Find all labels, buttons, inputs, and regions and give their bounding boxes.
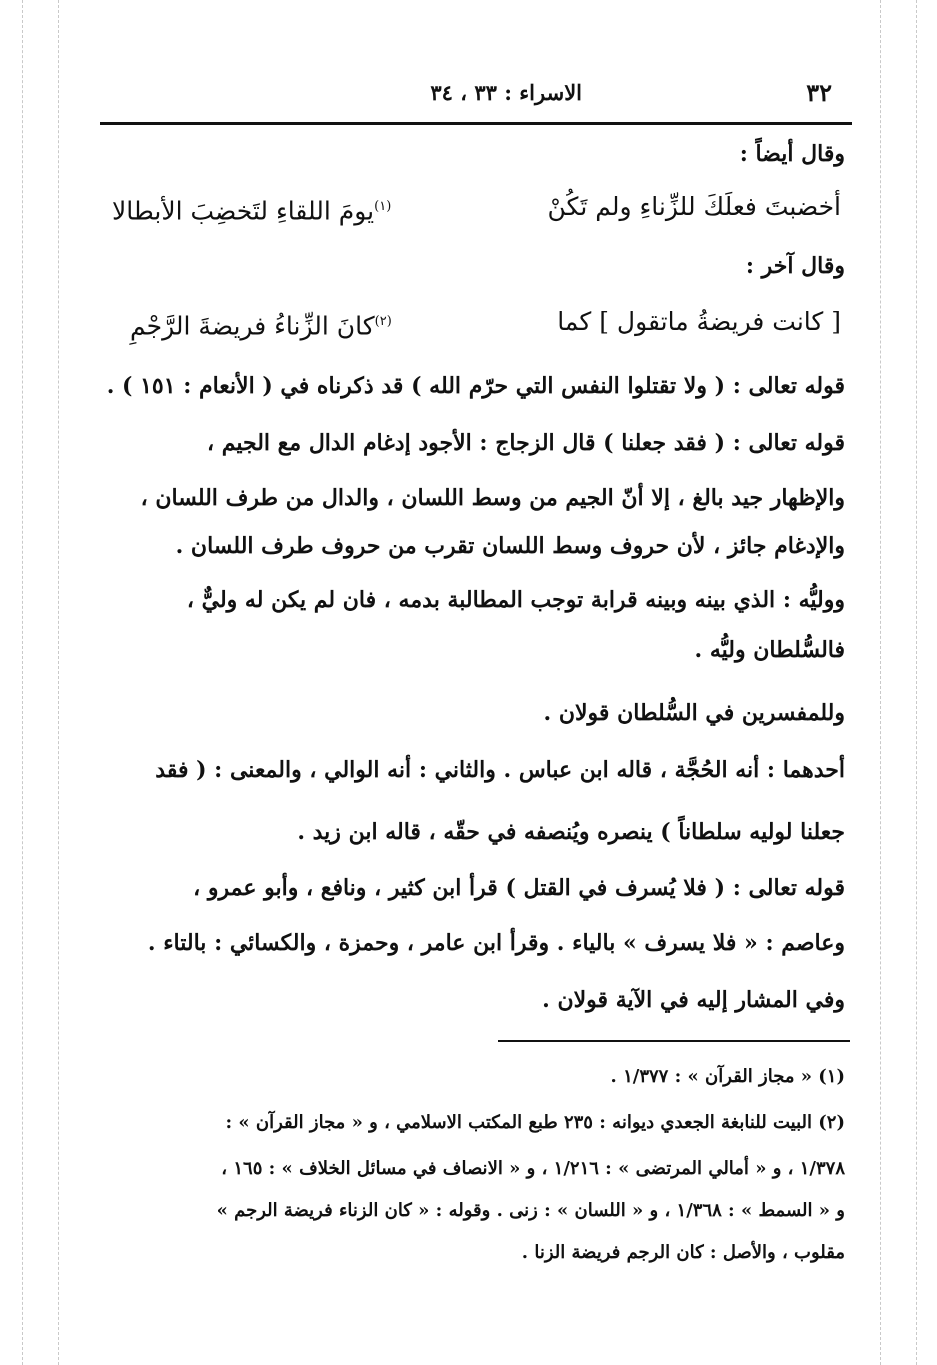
footnote-line: ١/٣٧٨ ، و « أمالي المرتضى » : ١/٢١٦ ، و « الانصاف في مسائل الخلاف » : ١٦٥ ، [221, 1158, 845, 1179]
text-line [193, 872, 845, 904]
commentary-text: ( فلا يُسرف في القتل ) قرأ ابن كثير ، ونافع ، وأبو عمرو ، [193, 875, 726, 901]
text-line: والإدغام جائز ، لأن حروف وسط اللسان تقرب من حروف طرف اللسان . [175, 533, 845, 559]
footnote-rule [498, 1040, 850, 1042]
text-line: والإظهار جيد بالغ ، إلا أنّ الجيم من وسط اللسان ، والدال من طرف اللسان ، [140, 485, 845, 511]
commentary-lead: قوله تعالى : [732, 430, 845, 456]
footnote-line: (١) « مجاز القرآن » : ١/٣٧٧ . [610, 1066, 845, 1087]
page-header [100, 78, 832, 114]
verse-hemistich-left [112, 190, 391, 228]
text-line: وقال آخر : [745, 253, 845, 279]
footnote-line: مقلوب ، والأصل : كان الرجم فريضة الزنا . [521, 1242, 845, 1263]
commentary-text: ( ولا تقتلوا النفس التي حرّم الله ) قد ذكرناه في ( الأنعام : ١٥١ ) . [106, 373, 726, 399]
text-line [207, 427, 845, 459]
text-line: فالسُّلطان وليُّه . [694, 637, 845, 663]
footnote-line: (٢) البيت للنابغة الجعدي ديوانه : ٢٣٥ طبع المكتب الاسلامي ، و « مجاز القرآن » : [225, 1112, 845, 1133]
footnote-ref: (٢) [374, 314, 392, 329]
verse-hemistich-right: أخضبتَ فعلَكَ للزِّناءِ ولم تَكُنْ [547, 192, 841, 221]
verse-hemistich-left-text: يومَ اللقاءِ لتَخضِبَ الأبطالا [112, 196, 375, 226]
text-line [107, 370, 845, 402]
commentary-lead: قوله تعالى : [732, 875, 845, 901]
text-line: وللمفسرين في السُّلطان قولان . [543, 700, 845, 726]
text-line: ووليُّه : الذي بينه وبينه قرابة توجب المطالبة بدمه ، فان لم يكن له وليٌّ ، [186, 587, 845, 613]
verse-hemistich-left-text: كانَ الزِّناءُ فريضةَ الرَّجْمِ [130, 311, 375, 341]
commentary-text: ( فقد جعلنا ) قال الزجاج : الأجود إدغام الدال مع الجيم ، [206, 430, 726, 456]
header-rule [100, 122, 852, 125]
commentary-lead: قوله تعالى : [732, 373, 845, 399]
verse-hemistich-left [130, 305, 392, 343]
verse-hemistich-right: [ كانت فريضةُ ماتقول ] كما [557, 307, 841, 336]
text-line: جعلنا لوليه سلطاناً ) ينصره ويُنصفه في حقّه ، قاله ابن زيد . [297, 819, 845, 845]
text-line: وفي المشار إليه في الآية قولان . [542, 987, 845, 1013]
text-line: وقال أيضاً : [739, 141, 845, 167]
footnote-ref: (١) [374, 199, 392, 214]
footnote-line: و « السمط » : ١/٣٦٨ ، و « اللسان » : زنى . وقوله : « كان الزناء فريضة الرجم » [216, 1200, 845, 1221]
page-number: ٣٢ [806, 78, 832, 107]
running-head: الاسراء : ٣٣ ، ٣٤ [430, 80, 582, 105]
text-line: أحدهما : أنه الحُجَّة ، قاله ابن عباس . والثاني : أنه الوالي ، والمعنى : ( فقد [155, 757, 845, 783]
text-line: وعاصم : « فلا يسرف » بالياء . وقرأ ابن عامر ، وحمزة ، والكسائي : بالتاء . [147, 930, 845, 956]
